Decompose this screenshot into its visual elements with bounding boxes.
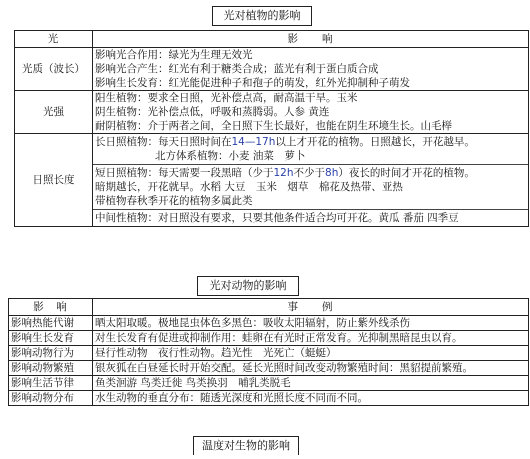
value-hours: 8h (325, 167, 339, 179)
section-title-plants: 光对植物的影响 (212, 6, 312, 26)
header-light: 光 (15, 31, 93, 48)
text-line: 暗期越长，开花就早。水稻 大豆 玉米 烟草 棉花及热带、亚热 (95, 181, 403, 193)
row-light-intensity (15, 91, 529, 134)
light-on-animals-table (8, 298, 529, 406)
row-label: 影响动物分布 (9, 391, 93, 406)
table-row (9, 331, 529, 346)
daylength-subtable (93, 134, 528, 226)
row-text: 水生动物的垂直分布：随透光深度和光照长度不同而不同。 (93, 391, 529, 406)
table-row (9, 346, 529, 361)
text-line: 中间性植物：对日照没有要求，只要其他条件适合均可开花。黄瓜 番茄 四季豆 (93, 210, 528, 227)
row-content (93, 91, 529, 134)
light-on-plants-table (14, 30, 529, 227)
row-label: 光强 (15, 91, 93, 134)
table-row (9, 391, 529, 406)
header-example: 事 例 (93, 299, 529, 316)
text-line: 影响生长发育：红光能促进种子和孢子的萌发，红外光抑制种子萌发 (95, 77, 410, 89)
table-row (9, 376, 529, 391)
table-row (9, 316, 529, 331)
row-label: 日照长度 (15, 134, 93, 227)
text-part: 不少于 (293, 167, 326, 179)
text-line (95, 166, 526, 180)
long-day-row (93, 134, 528, 165)
row-content (93, 48, 529, 91)
text-line: 带植物春秋季开花的植物多属此类 (95, 195, 253, 207)
text-line: 影响光合产生：红光有利于糖类合成；蓝光有利于蛋白质合成 (95, 63, 379, 75)
row-text: 晒太阳取暖。极地昆虫体色多黑色：吸收太阳辐射，防止紫外线杀伤 (93, 316, 529, 331)
short-day-row (93, 165, 528, 210)
table-header-row (15, 31, 529, 48)
row-label: 影响动物繁殖 (9, 361, 93, 376)
text-part: 以上才开花的植物。日照越长，开花越早。 (275, 136, 475, 148)
table-row (9, 361, 529, 376)
section-title-animals: 光对动物的影响 (197, 276, 299, 296)
header-effect: 影 响 (93, 31, 529, 48)
text-line: 阳生植物：要求全日照，光补偿点高，耐高温干旱。玉米 (95, 92, 358, 104)
header-effect: 影 响 (9, 299, 93, 316)
row-text: 昼行性动物 夜行性动物。趋光性 光死亡（蜓蜓） (93, 346, 529, 361)
text-part: 短日照植物：每天需要一段黑暗（少于 (95, 167, 274, 179)
row-label: 影响生长发育 (9, 331, 93, 346)
text-part: 长日照植物：每天日照时间在 (95, 136, 232, 148)
row-text: 银灰狐在白昼延长时开始交配。延长光照时间改变动物繁殖时间：黑貂提前繁殖。 (93, 361, 529, 376)
value-hours: 12h (273, 167, 294, 179)
row-light-quality (15, 48, 529, 91)
section-title-temperature: 温度对生物的影响 (193, 436, 299, 455)
value-range: 14—17h (231, 136, 276, 148)
row-content (93, 134, 529, 227)
row-text: 对生长发育有促进或抑制作用：蛙卵在有光时正常发育。光抑制黑暗昆虫以育。 (93, 331, 529, 346)
row-daylength (15, 134, 529, 227)
table-header-row (9, 299, 529, 316)
row-label: 影响生活节律 (9, 376, 93, 391)
text-line: 耐阴植物：介于两者之间，全日照下生长最好，也能在阴生环境生长。山毛榉 (95, 120, 452, 132)
text-line: 影响光合作用：绿光为生理无效光 (95, 49, 253, 61)
text-line: 阴生植物：光补偿点低，呼吸和蒸腾弱。人参 黄连 (95, 106, 330, 118)
text-line: 北方体系植物：小麦 油菜 萝卜 (155, 150, 306, 162)
text-part: ）夜长的时间才开花的植物。 (338, 167, 475, 179)
row-text: 鱼类洄游 鸟类迁徙 鸟类换羽 哺乳类脱毛 (93, 376, 529, 391)
neutral-day-row (93, 210, 528, 227)
row-label: 影响热能代谢 (9, 316, 93, 331)
row-label: 光质（波长） (15, 48, 93, 91)
text-line (95, 135, 526, 149)
row-label: 影响动物行为 (9, 346, 93, 361)
